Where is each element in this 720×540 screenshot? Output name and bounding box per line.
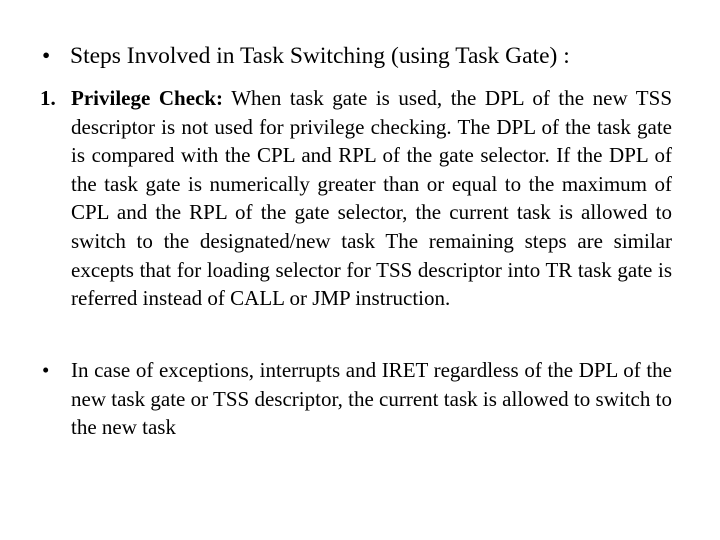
heading-bullet <box>42 41 692 71</box>
step-privilege-check <box>40 84 672 313</box>
step-label: Privilege Check: <box>71 86 224 110</box>
step-text: When task gate is used, the DPL of the new TSS descriptor is not used for privilege checking. The DPL of the task gate is compared with the CPL and RPL of the gate selector. If the DPL of the task gate is numerically greater than or equal to the maximum of CPL and the RPL of the gate selector, the current task is allowed to switch to the designated/new task The remaining steps are similar excepts that for loading selector for TSS descriptor into TR task gate is referred instead of CALL or JMP instruction. <box>71 86 672 311</box>
step-number: 1. <box>40 86 56 110</box>
bullet-marker: • <box>42 43 51 69</box>
heading-text: Steps Involved in Task Switching (using Task Gate) : <box>70 43 570 69</box>
note-text: In case of exceptions, interrupts and IRET regardless of the DPL of the new task gate or TSS descriptor, the current task is allowed to switch to the new task <box>71 358 672 440</box>
note-bullet <box>42 356 672 442</box>
step-body <box>71 84 672 313</box>
bullet-marker: • <box>42 358 50 382</box>
